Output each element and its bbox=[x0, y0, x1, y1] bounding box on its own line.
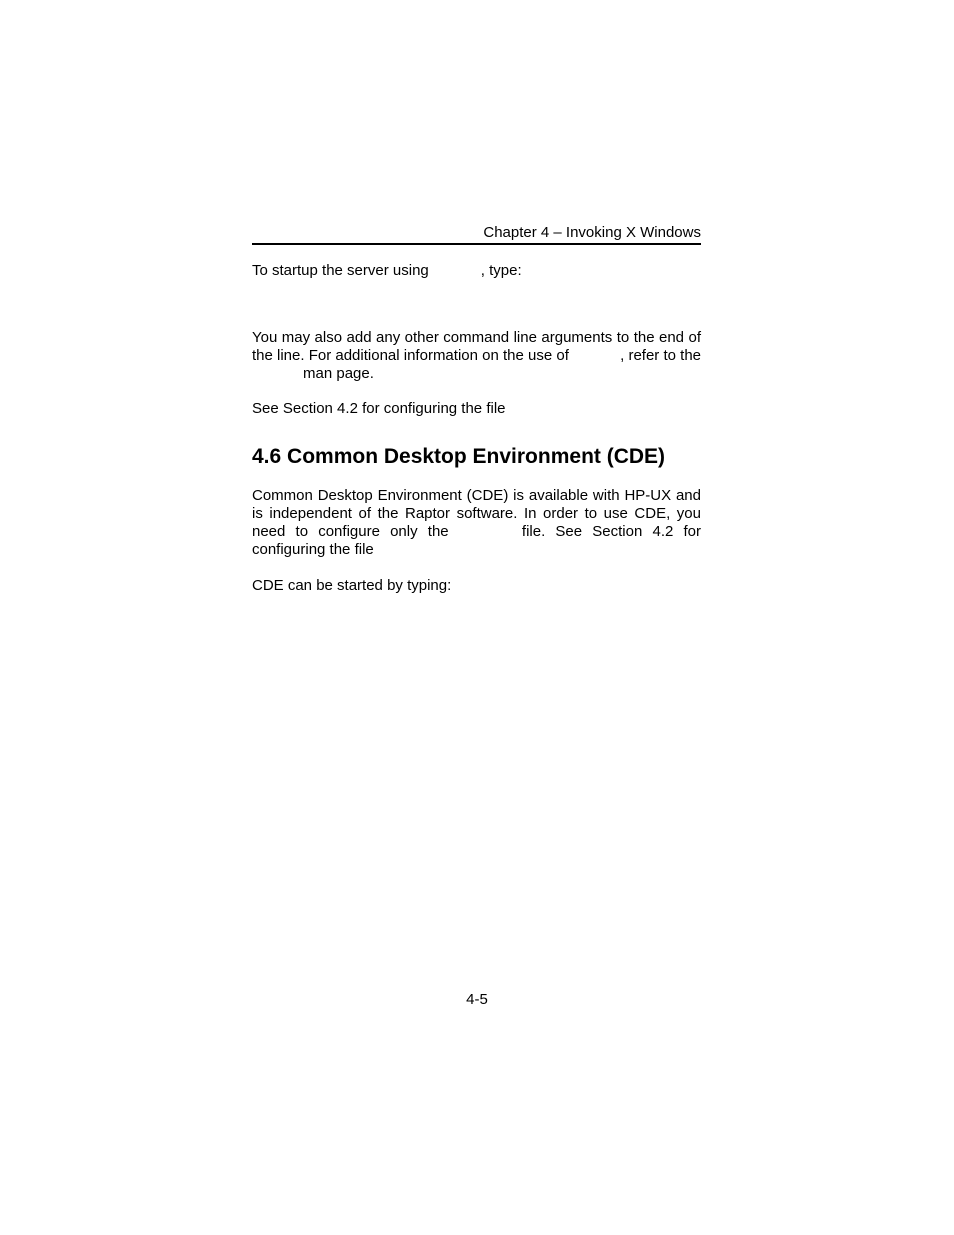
cde-paragraph-line-2 bbox=[252, 505, 701, 523]
section-heading-text: 4.6 Common Desktop Environment (CDE) bbox=[252, 445, 666, 468]
cde-paragraph-line-4 bbox=[252, 541, 374, 559]
arguments-text-2b: , refer to the bbox=[620, 347, 701, 364]
section-heading bbox=[252, 444, 665, 470]
page-number bbox=[0, 991, 954, 1009]
arguments-paragraph-line-1 bbox=[252, 329, 701, 347]
cde-paragraph-line-1 bbox=[252, 487, 701, 505]
man-page-text: man page. bbox=[303, 365, 374, 382]
see-section-line bbox=[252, 400, 506, 418]
startup-instruction bbox=[252, 262, 522, 280]
cde-start-line bbox=[252, 577, 451, 595]
cde-text-2: is independent of the Raptor software. In order to use CDE, you bbox=[252, 505, 701, 522]
page-number-text: 4-5 bbox=[466, 991, 488, 1008]
cde-text-4: configuring the file bbox=[252, 541, 374, 558]
arguments-paragraph-line-2 bbox=[252, 347, 701, 365]
arguments-text-2a: the line. For additional information on the use of bbox=[252, 347, 569, 364]
running-title: Chapter 4 – Invoking X Windows bbox=[483, 224, 701, 241]
cde-text-3a: need to configure only the bbox=[252, 523, 449, 540]
running-header bbox=[252, 224, 701, 245]
cde-paragraph-line-3 bbox=[252, 523, 701, 541]
startup-text: To startup the server using bbox=[252, 262, 429, 279]
cde-text-3b: file. See Section 4.2 for bbox=[521, 523, 701, 540]
see-section-text: See Section 4.2 for configuring the file bbox=[252, 400, 506, 417]
arguments-paragraph-line-3 bbox=[303, 365, 374, 383]
arguments-text-1: You may also add any other command line arguments to the end of bbox=[252, 329, 701, 346]
cde-text-1: Common Desktop Environment (CDE) is available with HP-UX and bbox=[252, 487, 701, 504]
startup-type-text: , type: bbox=[480, 262, 522, 279]
cde-start-text: CDE can be started by typing: bbox=[252, 577, 452, 594]
